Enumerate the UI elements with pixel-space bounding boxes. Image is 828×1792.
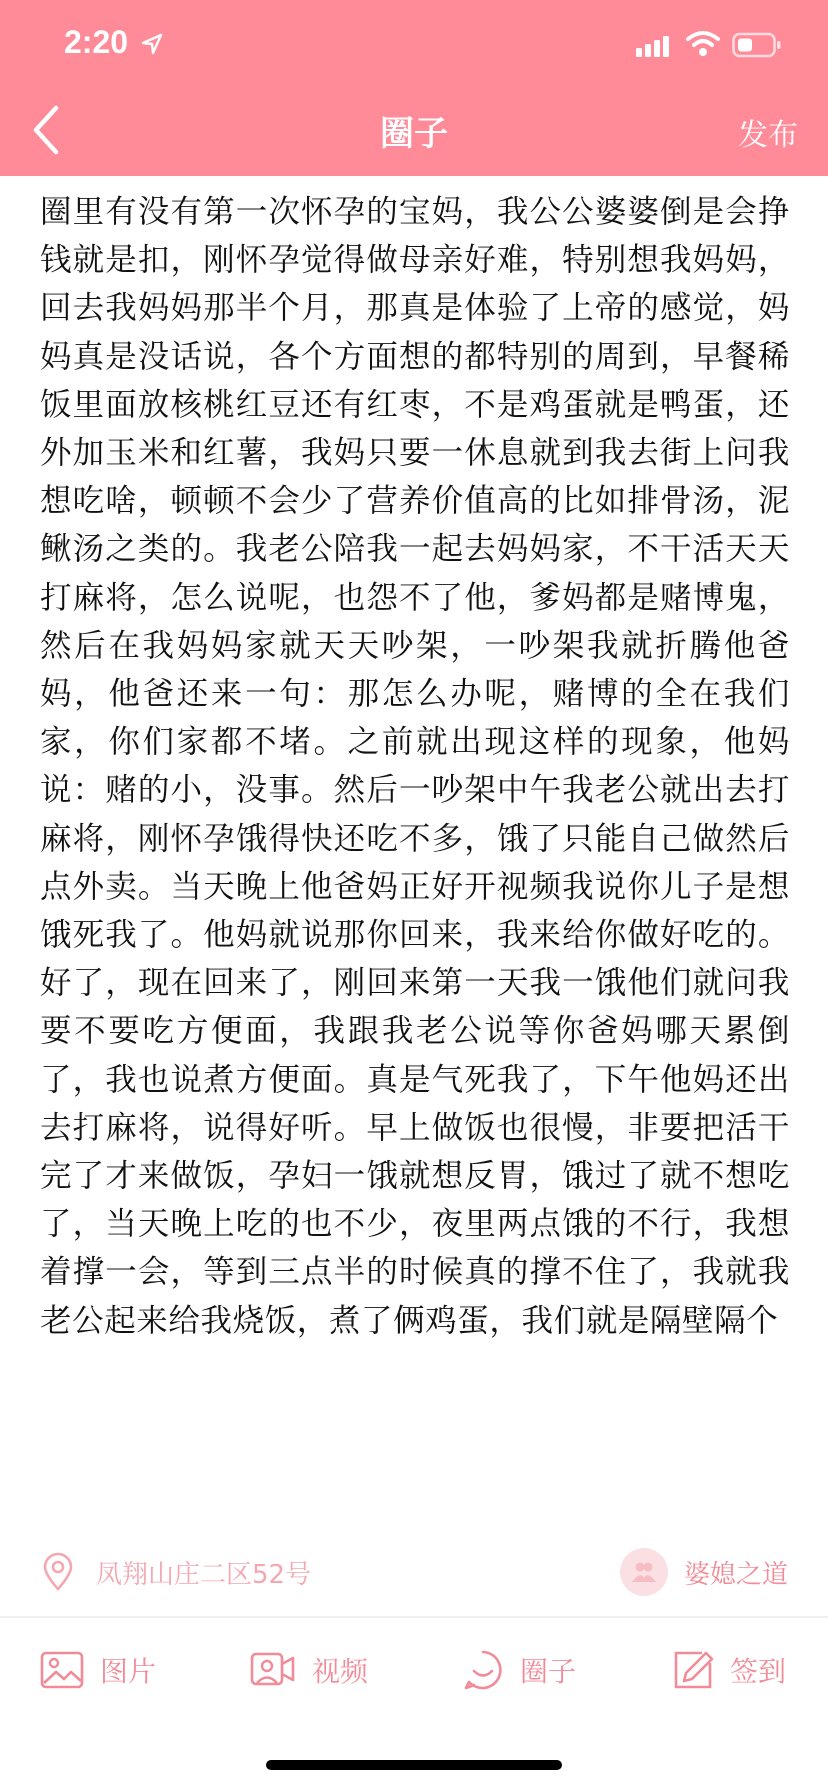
video-label: 视频	[312, 1655, 369, 1688]
status-time: 2:20	[64, 24, 129, 60]
wifi-icon	[686, 30, 720, 58]
video-button[interactable]	[250, 1640, 368, 1700]
battery-icon	[732, 32, 782, 58]
checkin-icon	[672, 1649, 714, 1691]
circle-name: 婆媳之道	[683, 1559, 788, 1590]
checkin-button[interactable]	[672, 1640, 786, 1700]
divider	[0, 1616, 828, 1618]
images-button[interactable]	[40, 1640, 156, 1700]
page-title: 圈子	[380, 114, 448, 154]
group-avatar-icon	[620, 1548, 668, 1596]
video-icon	[250, 1650, 296, 1690]
circle-selector[interactable]	[620, 1548, 788, 1596]
home-indicator	[266, 1760, 562, 1770]
location-pin-icon	[40, 1552, 76, 1592]
nav-header	[0, 0, 828, 176]
circle-button[interactable]	[462, 1640, 576, 1700]
images-label: 图片	[100, 1655, 157, 1688]
signal-icon	[636, 34, 672, 58]
location-arrow-icon	[140, 32, 164, 56]
checkin-label: 签到	[730, 1655, 787, 1688]
location-text: 凤翔山庄二区52号	[96, 1559, 312, 1590]
post-content[interactable]: 圈里有没有第一次怀孕的宝妈，我公公婆婆倒是会挣钱就是扣，刚怀孕觉得做母亲好难，特别想我妈妈，回去我妈妈那半个月，那真是体验了上帝的感觉，妈妈真是没话说，各个方面想的都特别的周到，早餐稀饭里面放核桃红豆还有红枣，不是鸡蛋就是鸭蛋，还外加玉米和红薯，我妈只要一休息就到我去街上问我想吃啥，顿顿不会少了营养价值高的比如排骨汤，泥鳅汤之类的。我老公陪我一起去妈妈家，不干活天天打麻将，怎么说呢，也怨不了他，爹妈都是赌博鬼，然后在我妈妈家就天天吵架，一吵架我就折腾他爸妈，他爸还来一句：那怎么办呢，赌博的全在我们家，你们家都不堵。之前就出现这样的现象，他妈说：赌的小，没事。然后一吵架中午我老公就出去打麻将，刚怀孕饿得快还吃不多，饿了只能自己做然后点外卖。当天晚上他爸妈正好开视频我说你儿子是想饿死我了。他妈就说那你回来，我来给你做好吃的。好了，现在回来了，刚回来第一天我一饿他们就问我要不要吃方便面，我跟我老公说等你爸妈哪天累倒了，我也说煮方便面。真是气死我了，下午他妈还出去打麻将，说得好听。早上做饭也很慢，非要把活干完了才来做饭，孕妇一饿就想反胃，饿过了就不想吃了，当天晚上吃的也不少，夜里两点饿的不行，我想着撑一会，等到三点半的时候真的撑不住了，我就我老公起来给我烧饭，煮了俩鸡蛋，我们就是隔壁隔个	[40, 194, 790, 1339]
location-row[interactable]	[40, 1548, 311, 1596]
circle-icon	[462, 1649, 504, 1691]
bottom-toolbar	[0, 1640, 828, 1700]
image-icon	[40, 1650, 84, 1690]
publish-button[interactable]: 发布	[738, 118, 798, 153]
circle-label: 圈子	[520, 1655, 577, 1688]
